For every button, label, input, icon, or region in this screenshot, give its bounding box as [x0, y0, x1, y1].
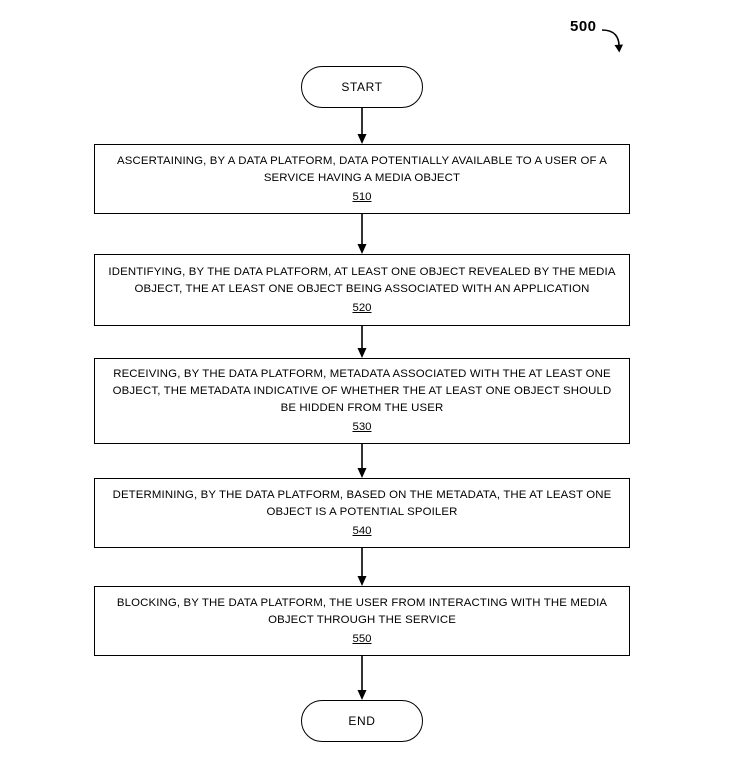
node-step-510-text: ASCERTAINING, BY A DATA PLATFORM, DATA POTENTIALLY AVAILABLE TO A USER OF A SERVICE HAVING A MEDIA OBJECT	[116, 154, 607, 184]
connector-520-to-530	[356, 326, 368, 358]
connector-start-to-510	[356, 108, 368, 144]
node-end	[301, 700, 423, 742]
node-step-550-number: 550	[352, 632, 372, 645]
node-step-520	[94, 254, 630, 326]
connector-530-to-540	[356, 444, 368, 478]
node-step-520-number: 520	[352, 301, 372, 314]
node-step-540	[94, 478, 630, 548]
node-step-530-number: 530	[352, 421, 372, 433]
node-step-540-text: DETERMINING, BY THE DATA PLATFORM, BASED ON THE METADATA, THE AT LEAST ONE OBJECT IS A POTENTIAL SPOILER	[112, 488, 612, 518]
node-step-550-text: BLOCKING, BY THE DATA PLATFORM, THE USER FROM INTERACTING WITH THE MEDIA OBJECT THROUGH THE SERVICE	[116, 596, 608, 626]
node-step-520-text: IDENTIFYING, BY THE DATA PLATFORM, AT LEAST ONE OBJECT REVEALED BY THE MEDIA OBJECT, THE AT LEAST ONE OBJECT BEING ASSOCIATED WITH AN APPLICATION	[108, 265, 616, 295]
connector-550-to-end	[356, 656, 368, 700]
curved-arrow-icon	[600, 28, 626, 58]
node-step-530-text: RECEIVING, BY THE DATA PLATFORM, METADATA ASSOCIATED WITH THE AT LEAST ONE OBJECT, THE METADATA INDICATIVE OF WHETHER THE AT LEAST ONE OBJECT SHOULD BE HIDDEN FROM THE USER	[112, 368, 612, 414]
connector-510-to-520	[356, 214, 368, 254]
node-step-510-number: 510	[352, 190, 372, 203]
connector-540-to-550	[356, 548, 368, 586]
node-end-label: END	[348, 714, 376, 728]
figure-number-label: 500	[570, 18, 597, 35]
node-step-530	[94, 358, 630, 444]
node-step-510	[94, 144, 630, 214]
node-step-550	[94, 586, 630, 656]
node-step-540-number: 540	[352, 524, 372, 537]
node-start	[301, 66, 423, 108]
node-start-label: START	[341, 80, 383, 94]
